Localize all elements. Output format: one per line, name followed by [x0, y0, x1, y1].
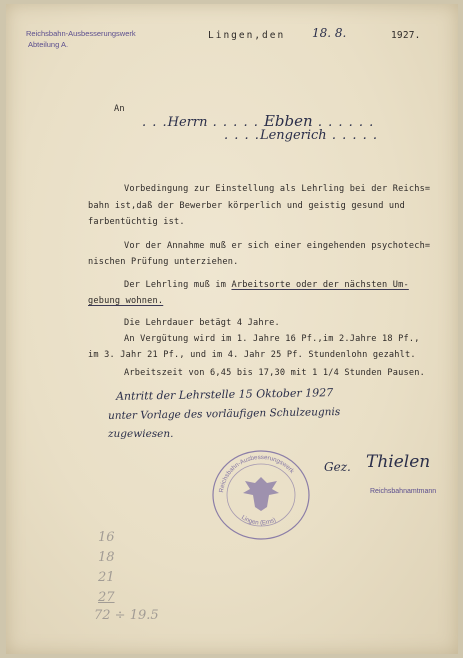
handwritten-note-line2: unter Vorlage des vorläufigen Schulzeugnis	[107, 405, 341, 423]
official-seal	[209, 447, 313, 543]
body-line-6	[124, 280, 409, 290]
pencil-note-4: 27	[98, 590, 115, 605]
seal-bottom-text: Lingen (Ems)	[239, 513, 278, 527]
body-line-4: Vor der Annahme muß er sich einer eingehenden psychotech=	[124, 241, 431, 251]
body-line-11: Arbeitszeit von 6,45 bis 17,30 mit 1 1/4 Stunden Pausen.	[124, 368, 425, 378]
seal-ring-text: Reichsbahn-Ausbesserungswerk	[218, 453, 296, 493]
address-an: An	[114, 104, 125, 114]
date-handwritten: 18. 8.	[312, 26, 347, 40]
recipient-name-handwritten: Ebben	[263, 112, 313, 130]
body-line-9: An Vergütung wird im 1. Jahre 16 Pf.,im 2.Jahre 18 Pf.,	[124, 334, 420, 344]
eagle-emblem-icon	[243, 477, 279, 511]
office-stamp-line1: Reichsbahn-Ausbesserungswerk	[26, 29, 136, 38]
address-line2: . . . .Lengerich . . . . .	[224, 128, 379, 143]
pencil-note-1: 16	[98, 530, 115, 545]
address-line1: . . .Herrn . . . . . Ebben . . . . . .	[142, 112, 375, 130]
signature-title: Reichsbahnamtmann	[370, 488, 437, 495]
body-line-3: farbentüchtig ist.	[88, 217, 185, 227]
body-line-5: nischen Prüfung unterziehen.	[88, 257, 239, 267]
year-label: 1927.	[391, 30, 421, 41]
place-label: Lingen,den	[208, 30, 286, 41]
office-stamp-line2: Abteilung A.	[28, 40, 69, 49]
body-line-8: Die Lehrdauer betägt 4 Jahre.	[124, 318, 280, 328]
letter-page	[6, 4, 458, 654]
salutation-handwritten: Herrn	[167, 115, 208, 130]
body-line-2: bahn ist,daß der Bewerber körperlich und geistig gesund und	[88, 201, 406, 211]
handwritten-note-line3: zugewiesen.	[108, 428, 174, 440]
recipient-place-handwritten: Lengerich	[259, 128, 327, 143]
pencil-note-2: 18	[98, 550, 115, 565]
body-line-7: gebung wohnen.	[88, 296, 164, 306]
handwritten-note-line1: Antritt der Lehrstelle 15 Oktober 1927	[115, 386, 334, 403]
signature-name: Thielen	[366, 452, 431, 472]
body-line-6a: Der Lehrling muß im	[124, 280, 232, 290]
pencil-note-3: 21	[98, 570, 115, 585]
signature-prefix: Gez.	[324, 460, 351, 474]
body-line-10: im 3. Jahr 21 Pf., und im 4. Jahr 25 Pf. Stundenlohn gezahlt.	[88, 350, 416, 360]
office-stamp	[26, 28, 136, 50]
body-line-6b-underlined: Arbeitsorte oder der nächsten Um-	[231, 280, 409, 290]
pencil-note-5: 72 ÷ 19.5	[94, 608, 159, 623]
body-line-1: Vorbedingung zur Einstellung als Lehrling bei der Reichs=	[124, 184, 431, 194]
